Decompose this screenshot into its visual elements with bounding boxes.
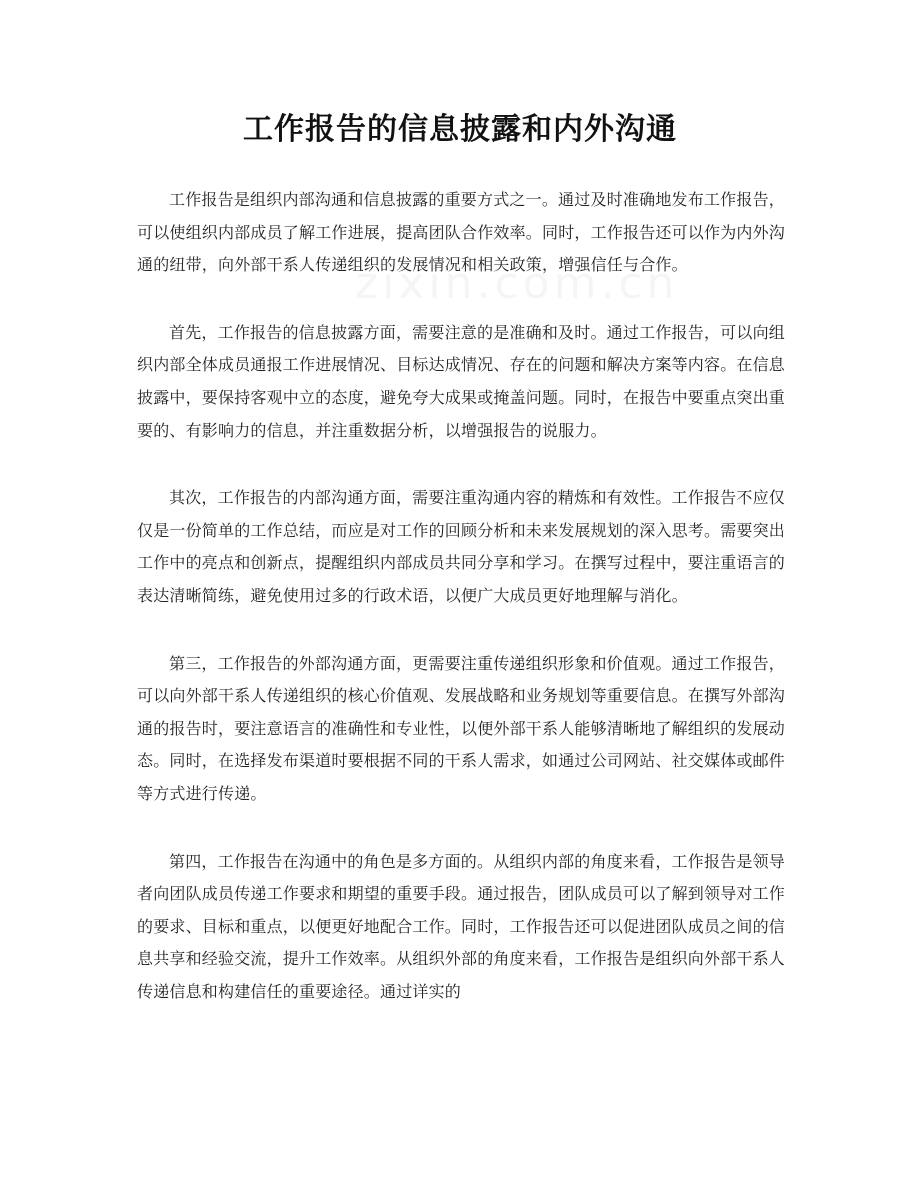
- paragraph-4: 第三，工作报告的外部沟通方面，更需要注重传递组织形象和价值观。通过工作报告，可以向外部干系人传递组织的核心价值观、发展战略和业务规划等重要信息。在撰写外部沟通的报告时，要注意语言的准确性和专业性，以便外部干系人能够清晰地了解组织的发展动态。同时，在选择发布渠道时要根据不同的干系人需求，如通过公司网站、社交媒体或邮件等方式进行传递。: [137, 653, 786, 803]
- document-body: [137, 184, 785, 1043]
- document-title: 工作报告的信息披露和内外沟通: [243, 112, 677, 147]
- paragraph-5: 第四，工作报告在沟通中的角色是多方面的。从组织内部的角度来看，工作报告是领导者向团队成员传递工作要求和期望的重要手段。通过报告，团队成员可以了解到领导对工作的要求、目标和重点，以便更好地配合工作。同时，工作报告还可以促进团队成员之间的信息共享和经验交流，提升工作效率。从组织外部的角度来看，工作报告是组织向外部干系人传递信息和构建信任的重要途径。通过详实的: [137, 851, 786, 1001]
- paragraph-2: 首先，工作报告的信息披露方面，需要注意的是准确和及时。通过工作报告，可以向组织内部全体成员通报工作进展情况、目标达成情况、存在的问题和解决方案等内容。在信息披露中，要保持客观中立的态度，避免夸大成果或掩盖问题。同时，在报告中要重点突出重要的、有影响力的信息，并注重数据分析，以增强报告的说服力。: [137, 322, 786, 440]
- paragraph-1: 工作报告是组织内部沟通和信息披露的重要方式之一。通过及时准确地发布工作报告，可以使组织内部成员了解工作进展，提高团队合作效率。同时，工作报告还可以作为内外沟通的纽带，向外部干系人传递组织的发展情况和相关政策，增强信任与合作。: [137, 190, 786, 275]
- paragraph-3: 其次，工作报告的内部沟通方面，需要注重沟通内容的精炼和有效性。工作报告不应仅仅是一份简单的工作总结，而应是对工作的回顾分析和未来发展规划的深入思考。需要突出工作中的亮点和创新点，提醒组织内部成员共同分享和学习。在撰写过程中，要注重语言的表达清晰简练，避免使用过多的行政术语，以便广大成员更好地理解与消化。: [137, 488, 786, 605]
